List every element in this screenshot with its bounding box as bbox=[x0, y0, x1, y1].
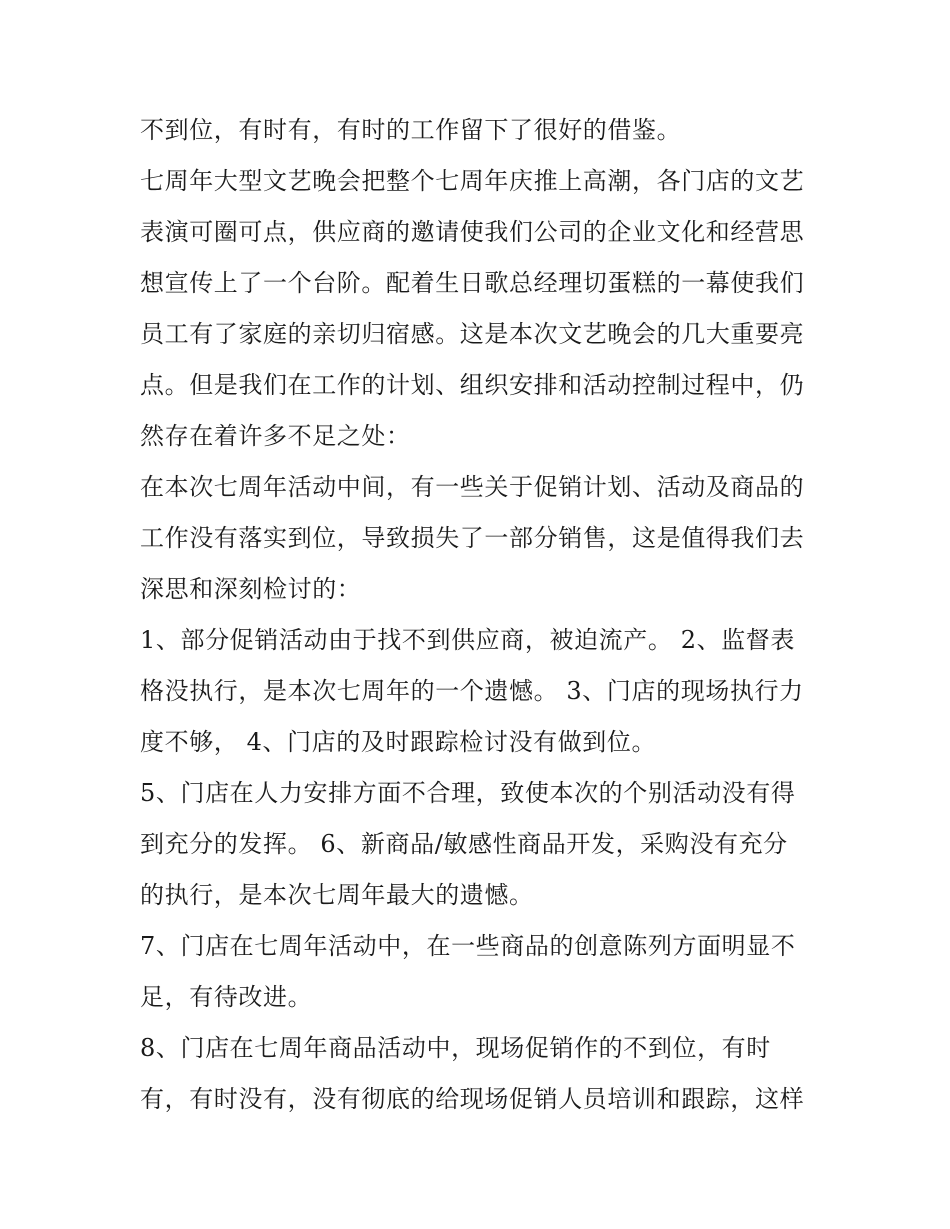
text-line-7: 然存在着许多不足之处： bbox=[140, 422, 411, 450]
text-line-4: 想宣传上了一个台阶。配着生日歌总经理切蛋糕的一幕使我们 bbox=[140, 269, 805, 297]
text-line-19: 8、门店在七周年商品活动中，现场促销作的不到位，有时 bbox=[140, 1034, 771, 1062]
text-line-2: 七周年大型文艺晚会把整个七周年庆推上高潮，各门店的文艺 bbox=[140, 167, 805, 195]
text-line-14: 5、门店在人力安排方面不合理，致使本次的个别活动没有得 bbox=[140, 779, 796, 807]
text-line-1: 不到位，有时有，有时的工作留下了很好的借鉴。 bbox=[140, 116, 682, 144]
text-line-15: 到充分的发挥。 6、新商品/敏感性商品开发，采购没有充分 bbox=[140, 830, 788, 858]
text-line-10: 深思和深刻检讨的： bbox=[140, 575, 362, 603]
text-line-6: 点。但是我们在工作的计划、组织安排和活动控制过程中，仍 bbox=[140, 371, 805, 399]
text-line-12: 格没执行，是本次七周年的一个遗憾。 3、门店的现场执行力 bbox=[140, 677, 804, 705]
text-line-13: 度不够， 4、门店的及时跟踪检讨没有做到位。 bbox=[140, 728, 657, 756]
text-line-9: 工作没有落实到位，导致损失了一部分销售，这是值得我们去 bbox=[140, 524, 805, 552]
text-line-16: 的执行，是本次七周年最大的遗憾。 bbox=[140, 881, 534, 909]
text-line-3: 表演可圈可点，供应商的邀请使我们公司的企业文化和经营思 bbox=[140, 218, 805, 246]
text-line-8: 在本次七周年活动中间，有一些关于促销计划、活动及商品的 bbox=[140, 473, 805, 501]
text-line-11: 1、部分促销活动由于找不到供应商，被迫流产。 2、监督表 bbox=[140, 626, 795, 654]
text-line-18: 足，有待改进。 bbox=[140, 983, 313, 1011]
text-line-17: 7、门店在七周年活动中，在一些商品的创意陈列方面明显不 bbox=[140, 932, 796, 960]
text-line-5: 员工有了家庭的亲切归宿感。这是本次文艺晚会的几大重要亮 bbox=[140, 320, 805, 348]
text-line-20: 有，有时没有，没有彻底的给现场促销人员培训和跟踪，这样 bbox=[140, 1085, 805, 1113]
